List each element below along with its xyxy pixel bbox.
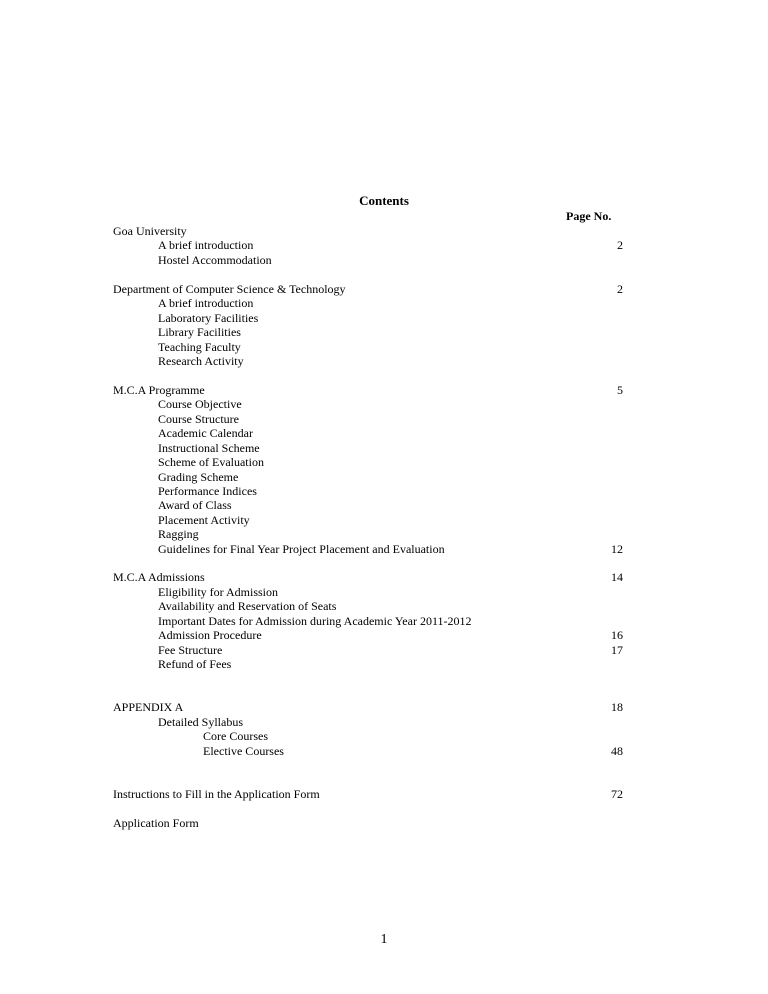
toc-label: Important Dates for Admission during Academic Year 2011-2012 <box>158 614 472 628</box>
page-no-header: Page No. <box>566 209 612 223</box>
toc-page: 16 <box>611 628 623 642</box>
toc-row <box>0 253 768 268</box>
toc-row <box>0 224 768 239</box>
toc-row <box>0 744 768 759</box>
toc-label: M.C.A Admissions <box>113 570 205 584</box>
toc-label: A brief introduction <box>158 296 254 310</box>
toc-label: Teaching Faculty <box>158 340 241 354</box>
toc-page: 2 <box>617 282 623 296</box>
toc-label: Department of Computer Science & Technology <box>113 282 346 296</box>
page-number: 1 <box>380 932 388 947</box>
toc-label: Availability and Reservation of Seats <box>158 599 337 613</box>
toc-row <box>0 340 768 355</box>
toc-label: Goa University <box>113 224 187 238</box>
toc-row <box>0 282 768 297</box>
toc-row <box>0 513 768 528</box>
toc-label: Fee Structure <box>158 643 223 657</box>
toc-row <box>0 628 768 643</box>
toc-label: Course Structure <box>158 412 239 426</box>
toc-label: Grading Scheme <box>158 470 239 484</box>
toc-label: Hostel Accommodation <box>158 253 272 267</box>
toc-label: Library Facilities <box>158 325 241 339</box>
toc-page: 17 <box>611 643 623 657</box>
toc-row <box>0 470 768 485</box>
toc-row <box>0 527 768 542</box>
toc-page: 12 <box>611 542 623 556</box>
toc-label: Eligibility for Admission <box>158 585 279 599</box>
toc-row <box>0 542 768 557</box>
toc-row <box>0 657 768 672</box>
toc-row <box>0 643 768 658</box>
toc-label: Core Courses <box>203 729 268 743</box>
toc-label: Research Activity <box>158 354 244 368</box>
toc-row <box>0 816 768 831</box>
toc-row <box>0 426 768 441</box>
toc-page: 5 <box>617 383 623 397</box>
toc-label: Academic Calendar <box>158 426 253 440</box>
toc-row <box>0 700 768 715</box>
toc-label: Placement Activity <box>158 513 250 527</box>
toc-row <box>0 397 768 412</box>
toc-row <box>0 585 768 600</box>
toc-page: 14 <box>611 570 623 584</box>
toc-label: Instructional Scheme <box>158 441 260 455</box>
toc-row <box>0 325 768 340</box>
toc-label: Elective Courses <box>203 744 284 758</box>
toc-label: Detailed Syllabus <box>158 715 243 729</box>
toc-label: Performance Indices <box>158 484 257 498</box>
toc-row <box>0 238 768 253</box>
toc-row <box>0 729 768 744</box>
toc-row <box>0 412 768 427</box>
toc-row <box>0 498 768 513</box>
toc-row <box>0 296 768 311</box>
toc-label: M.C.A Programme <box>113 383 205 397</box>
toc-row <box>0 614 768 629</box>
toc-label: Refund of Fees <box>158 657 232 671</box>
toc-page: 72 <box>611 787 623 801</box>
toc-row <box>0 599 768 614</box>
toc-label: Award of Class <box>158 498 232 512</box>
toc-label: Laboratory Facilities <box>158 311 259 325</box>
toc-page: 18 <box>611 700 623 714</box>
toc-row <box>0 715 768 730</box>
toc-label: APPENDIX A <box>113 700 184 714</box>
toc-label: Course Objective <box>158 397 242 411</box>
toc-row <box>0 570 768 585</box>
toc-label: Scheme of Evaluation <box>158 455 264 469</box>
toc-label: Application Form <box>113 816 199 830</box>
toc-label: Ragging <box>158 527 199 541</box>
toc-row <box>0 354 768 369</box>
toc-label: Admission Procedure <box>158 628 262 642</box>
page-title: Contents <box>359 193 409 208</box>
toc-row <box>0 787 768 802</box>
toc-page: 2 <box>617 238 623 252</box>
toc-page: 48 <box>611 744 623 758</box>
toc-row <box>0 455 768 470</box>
toc-row <box>0 441 768 456</box>
toc-label: A brief introduction <box>158 238 254 252</box>
toc-row <box>0 383 768 398</box>
toc-label: Guidelines for Final Year Project Placement and Evaluation <box>158 542 445 556</box>
toc-row <box>0 484 768 499</box>
toc-row <box>0 311 768 326</box>
toc-label: Instructions to Fill in the Application Form <box>113 787 320 801</box>
